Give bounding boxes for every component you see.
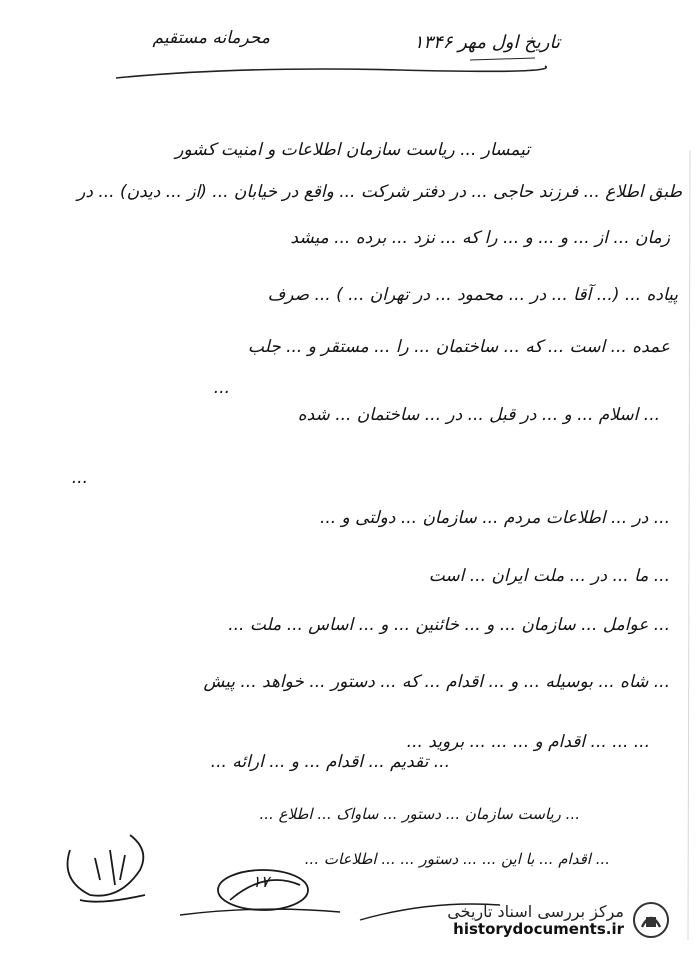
signature-number: ۱۷ [252,872,270,891]
body-line: پیاده ... (... آقا ... در ... محمود ... در تهران ... ) ... صرف [267,285,678,305]
body-line: زمان ... از ... و ... و ... را که ... نزد ... برده ... میشد [290,228,670,248]
salutation-line: تیمسار ... ریاست سازمان اطلاعات و امنیت کشور [175,140,530,160]
archive-logo-icon [632,901,670,939]
signoff-line: ... تقدیم ... اقدام ... و ... ارائه ... [210,752,450,772]
left-signature [68,835,146,902]
footer-annotation: ... ریاست سازمان ... دستور ... ساواک ... اطلاع ... [259,805,580,823]
watermark [447,901,670,939]
body-line: طبق اطلاع ... فرزند حاجی ... در دفتر شرکت ... واقع در خیابان ... (از ... دیدن) ... در [77,182,682,202]
body-line: ... شاه ... بوسیله ... و ... اقدام ... که ... دستور ... خواهد ... پیش [203,672,670,692]
body-line: ... در ... اطلاعات مردم ... سازمان ... دولتی و ... [319,508,670,528]
body-line: ... [71,468,88,488]
body-line: ... [213,378,230,398]
body-line: ... ... ... اقدام و ... ... ... بروید ... [406,732,650,752]
classification-label: محرمانه مستقیم [152,28,270,48]
body-line: ... ما ... در ... ملت ایران ... است [428,566,670,586]
watermark-url: historydocuments.ir [453,919,624,938]
body-line: ... عوامل ... سازمان ... و ... خائنین ... و ... اساس ... ملت ... [228,615,670,635]
body-line: ... اسلام ... و ... در قبل ... در ... ساختمان ... شده [297,405,660,425]
document-date: تاریخ اول مهر ۱۳۴۶ [413,32,560,53]
watermark-persian-text: مرکز بررسی اسناد تاریخی [447,901,624,921]
footer-annotation: ... اقدام ... با این ... ... دستور ... ... اطلاعات ... [304,850,610,868]
body-line: عمده ... است ... که ... ساختمان ... را ... مستقر و ... جلب [247,337,670,357]
